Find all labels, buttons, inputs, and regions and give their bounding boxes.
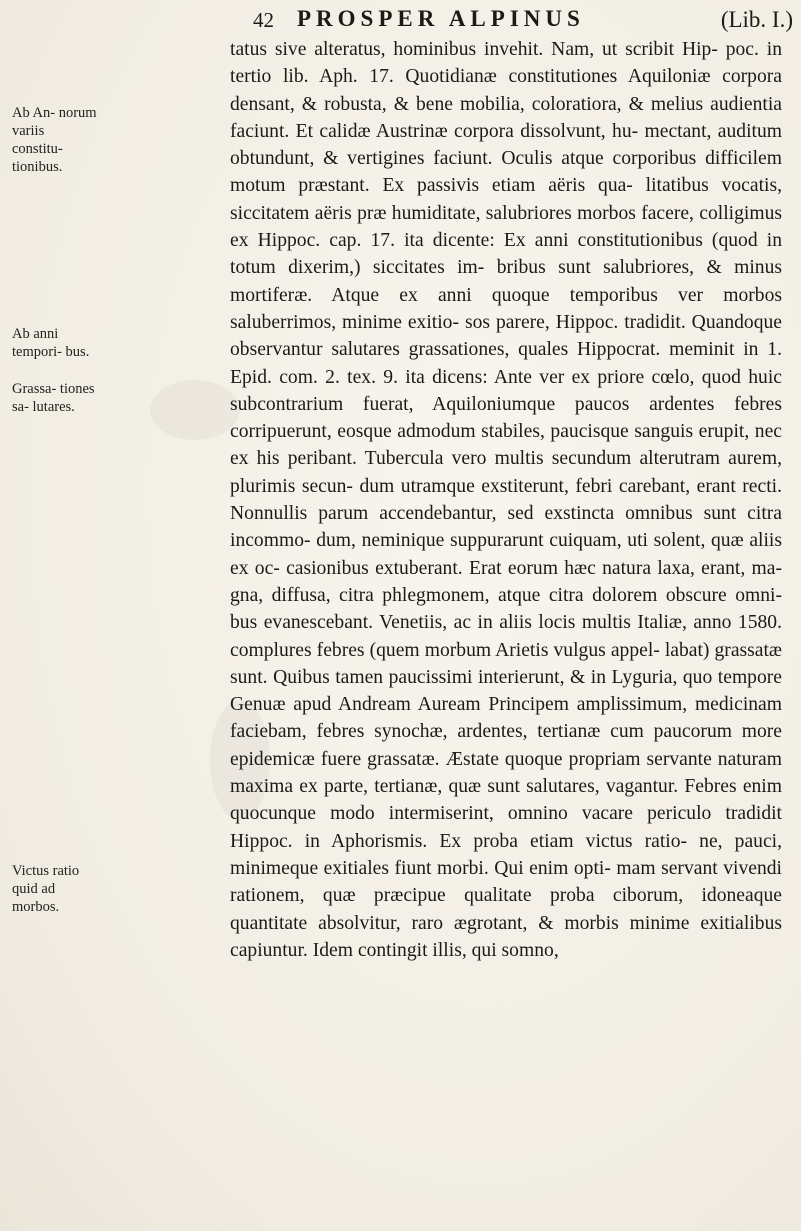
margin-note-seasons: Ab anni tempori- bus. [12,326,90,360]
body-paragraph: tatus sive alteratus, hominibus invehit. Nam, ut scribit Hip- poc. in tertio lib. Aph. 17. Quotidianæ constitutiones Aquiloniæ corpora densant, & robusta, & bene mobilia, coloratiora, & melius audientia faciunt. Et calidæ Austrinæ corpora dissolvunt, hu- mectant, auditum obtundunt, & vertigines faciunt. Oculis atque corporibus difficilem motum præstant. Ex passivis etiam aëris qua- litatibus vocatis, siccitatem aëris præ humiditate, salubriores morbos facere, colligimus ex Hippoc. cap. 17. ita dicente: Ex anni constitutionibus (quod in totum dixerim,) siccitates im- bribus sunt salubriores, & minus mortiferæ. Atque ex anni quoque temporibus ver morbos saluberrimos, minime exitio- sos parere, Hippoc. tradidit. Quandoque observantur salutares grassationes, quales Hippocrat. meminit in 1. Epid. com. 2. tex. 9. ita dicens: Ante ver ex priore cœlo, quod huic subcontrarium fuerat, Aquiloniumque paucos ardentes febres corripuerunt, eosque admodum stabiles, paucisque sanguis erupit, nec ex his peribant. Tubercula vero multis secundum alterutram aurem, plurimis secun- dum utramque exstiterunt, febri carebant, erant recti. Nonnullis parum accendebantur, sed exstincta omnibus sunt citra incommo- dum, neminique suppurarunt cuiquam, uti solent, quæ aliis ex oc- casionibus extuberant. Erat eorum hæc natura laxa, erant, ma- gna, diffusa, citra phlegmonem, atque citra dolorem obscure omni- bus evanescebant. Venetiis, ac in aliis locis multis Italiæ, anno 1580. complures febres (quem morbum Arietis vulgus appel- labat) grassatæ sunt. Quibus tamen paucissimi interierunt, & in Lyguria, quo tempore Genuæ apud Andream Auream Principem amplissimum, medicinam faciebam, febres synochæ, ardentes, tertianæ cum paucorum more epidemicæ fuere grassatæ. Æstate quoque propriam servante naturam maxima ex parte, tertianæ, quæ sunt salutares, vagantur. Febres enim quocunque modo intermiserint, omnino vacare periculo tradidit Hippoc. in Aphorismis. Ex proba etiam victus ratio- ne, pauci, minimeque exitiales fiunt morbi. Qui enim opti- mam servant vivendi rationem, quæ præcipue qualitate proba ciborum, idoneaque quantitate absolvitur, raro ægrotant, & morbis minime exitialibus capiuntur. Idem contingit illis, qui somno, [230,39,782,961]
book-reference: (Lib. I.) [720,7,793,32]
running-title: PROSPER ALPINUS [297,6,585,31]
margin-note-victus: Victus ratio quid ad morbos. [12,863,80,915]
margin-note-grassationes: Grassa- tiones sa- lutares. [12,381,95,415]
main-text [230,36,782,964]
page-number: 42 [253,8,274,32]
running-header [253,6,793,38]
margin-note-years: Ab An- norum variis constitu- tionibus. [12,105,97,175]
